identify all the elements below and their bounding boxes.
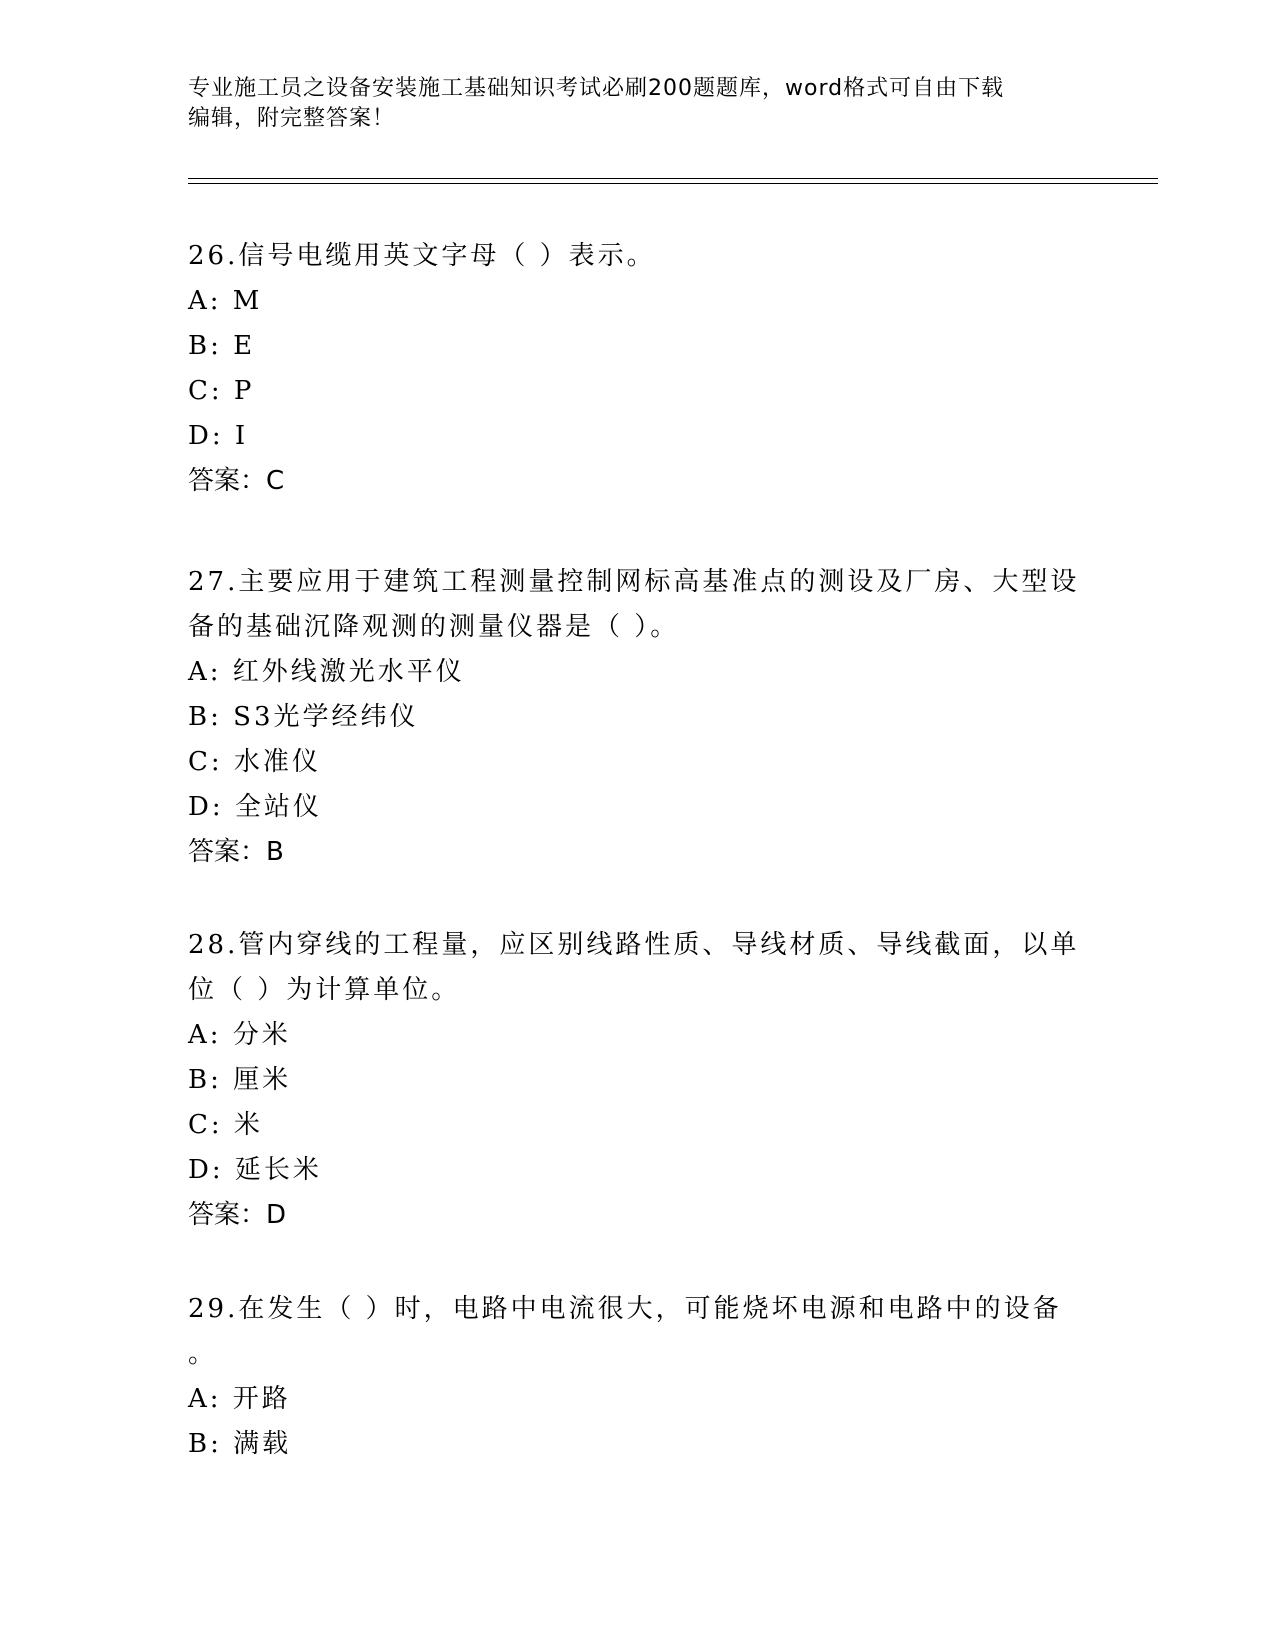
question-stem: 26.信号电缆用英文字母（ ）表示。 [188, 241, 656, 271]
option-b: B: 满载 [188, 1429, 292, 1459]
header-line-1: 专业施工员之设备安装施工基础知识考试必刷200题题库，word格式可自由下载 [188, 76, 1005, 101]
question-stem-continued: 。 [188, 1339, 218, 1369]
header-divider-top [188, 178, 1158, 179]
option-d: D: I [188, 421, 249, 451]
question-26 [188, 234, 1088, 504]
option-c: C: P [188, 376, 255, 406]
answer: 答案：B [188, 837, 284, 867]
answer: 答案：C [188, 466, 285, 496]
option-c: C: 水准仪 [188, 747, 321, 777]
question-stem-continued: 位（ ）为计算单位。 [188, 975, 461, 1005]
answer: 答案：D [188, 1200, 287, 1230]
document-header [188, 74, 1088, 134]
question-stem: 29.在发生（ ）时，电路中电流很大，可能烧坏电源和电路中的设备 [188, 1294, 1062, 1324]
option-c: C: 米 [188, 1110, 263, 1140]
question-29 [188, 1287, 1088, 1467]
option-b: B: 厘米 [188, 1065, 292, 1095]
option-b: B: S3光学经纬仪 [188, 702, 419, 732]
question-27 [188, 560, 1088, 875]
option-a: A: 分米 [188, 1020, 291, 1050]
option-a: A: 红外线激光水平仪 [188, 657, 465, 687]
option-d: D: 延长米 [188, 1155, 322, 1185]
header-line-2: 编辑，附完整答案！ [188, 106, 396, 131]
option-a: A: M [188, 286, 263, 316]
option-a: A: 开路 [188, 1384, 291, 1414]
header-divider-bottom [188, 183, 1158, 184]
question-stem: 27.主要应用于建筑工程测量控制网标高基准点的测设及厂房、大型设 [188, 567, 1080, 597]
option-d: D: 全站仪 [188, 792, 322, 822]
question-28 [188, 923, 1088, 1238]
question-stem-continued: 备的基础沉降观测的测量仪器是（ ）。 [188, 612, 680, 642]
option-b: B: E [188, 331, 256, 361]
question-stem: 28.管内穿线的工程量，应区别线路性质、导线材质、导线截面，以单 [188, 930, 1080, 960]
